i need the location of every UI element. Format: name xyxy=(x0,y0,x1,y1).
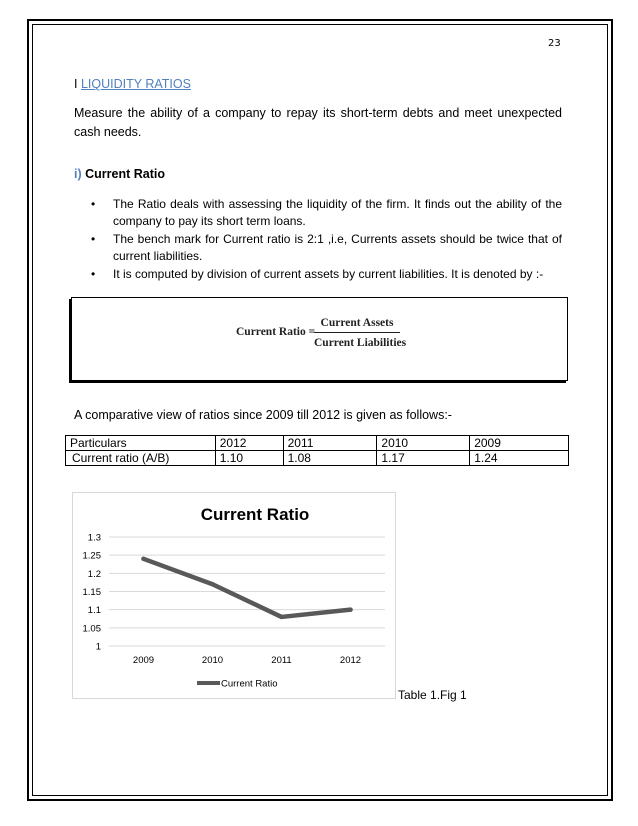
bullet-text: It is computed by division of current assets by current liabilities. It is denoted by :- xyxy=(113,267,544,281)
bullet-list xyxy=(88,196,562,285)
y-tick-label: 1.15 xyxy=(82,587,101,598)
current-ratio-chart xyxy=(72,492,396,699)
section-heading xyxy=(74,77,191,91)
comparative-text: A comparative view of ratios since 2009 till 2012 is given as follows:- xyxy=(74,408,452,422)
subsection-heading xyxy=(74,167,165,181)
y-tick-label: 1.25 xyxy=(82,550,101,562)
formula-fraction xyxy=(314,317,407,349)
y-tick-label: 1.05 xyxy=(82,623,101,635)
y-tick-label: 1 xyxy=(95,641,101,653)
series-line xyxy=(144,559,351,617)
table-cell: 1.10 xyxy=(215,451,283,466)
figure-caption: Table 1.Fig 1 xyxy=(398,688,467,702)
data-point xyxy=(141,557,145,561)
x-tick-label: 2012 xyxy=(339,655,362,666)
table-header-cell: 2011 xyxy=(283,436,377,451)
section-number: I xyxy=(74,77,78,91)
formula-denominator: Current Liabilities xyxy=(314,337,407,349)
y-tick-label: 1.2 xyxy=(87,568,101,580)
x-tick-label: 2011 xyxy=(271,655,292,666)
table-cell: 1.24 xyxy=(470,451,569,466)
subsection-number: i) xyxy=(74,167,82,181)
formula-lhs: Current Ratio = xyxy=(236,326,316,338)
table-header-cell: 2009 xyxy=(470,436,569,451)
table-row xyxy=(66,451,569,466)
table-header-cell: 2012 xyxy=(215,436,283,451)
bullet-text: The bench mark for Current ratio is 2:1 ,i.e, Currents assets should be twice that of current liabilities. xyxy=(113,232,562,263)
table-cell: Current ratio (A/B) xyxy=(66,451,216,466)
bullet-text: The Ratio deals with assessing the liquidity of the firm. It finds out the ability of the company to pay its short term loans. xyxy=(113,197,562,228)
list-item xyxy=(88,231,562,264)
data-point xyxy=(279,615,283,619)
table-cell: 1.17 xyxy=(377,451,470,466)
x-tick-label: 2010 xyxy=(201,655,224,666)
bullet-icon: • xyxy=(91,232,96,246)
y-tick-label: 1.1 xyxy=(87,605,101,617)
table-header-cell: Particulars xyxy=(66,436,216,451)
list-item xyxy=(88,196,562,229)
chart-title: Current Ratio xyxy=(200,505,310,524)
x-tick-label: 2009 xyxy=(132,655,155,666)
section-title-link[interactable]: LIQUIDITY RATIOS xyxy=(80,77,191,91)
bullet-icon: • xyxy=(91,197,96,211)
legend-label: Current Ratio xyxy=(221,678,278,690)
table-cell: 1.08 xyxy=(283,451,377,466)
table-header-row xyxy=(66,436,569,451)
ratio-table xyxy=(65,435,569,466)
intro-paragraph: Measure the ability of a company to repay its short-term debts and meet unexpected cash needs. xyxy=(74,106,562,139)
bullet-icon: • xyxy=(91,267,96,281)
list-item xyxy=(88,266,562,283)
data-point xyxy=(348,607,352,611)
chart-svg xyxy=(73,493,397,700)
subsection-title: Current Ratio xyxy=(85,167,165,181)
page-number: 23 xyxy=(548,38,561,49)
table-header-cell: 2010 xyxy=(377,436,470,451)
formula-numerator: Current Assets xyxy=(314,317,400,333)
y-tick-label: 1.3 xyxy=(87,532,101,544)
data-point xyxy=(210,582,214,586)
